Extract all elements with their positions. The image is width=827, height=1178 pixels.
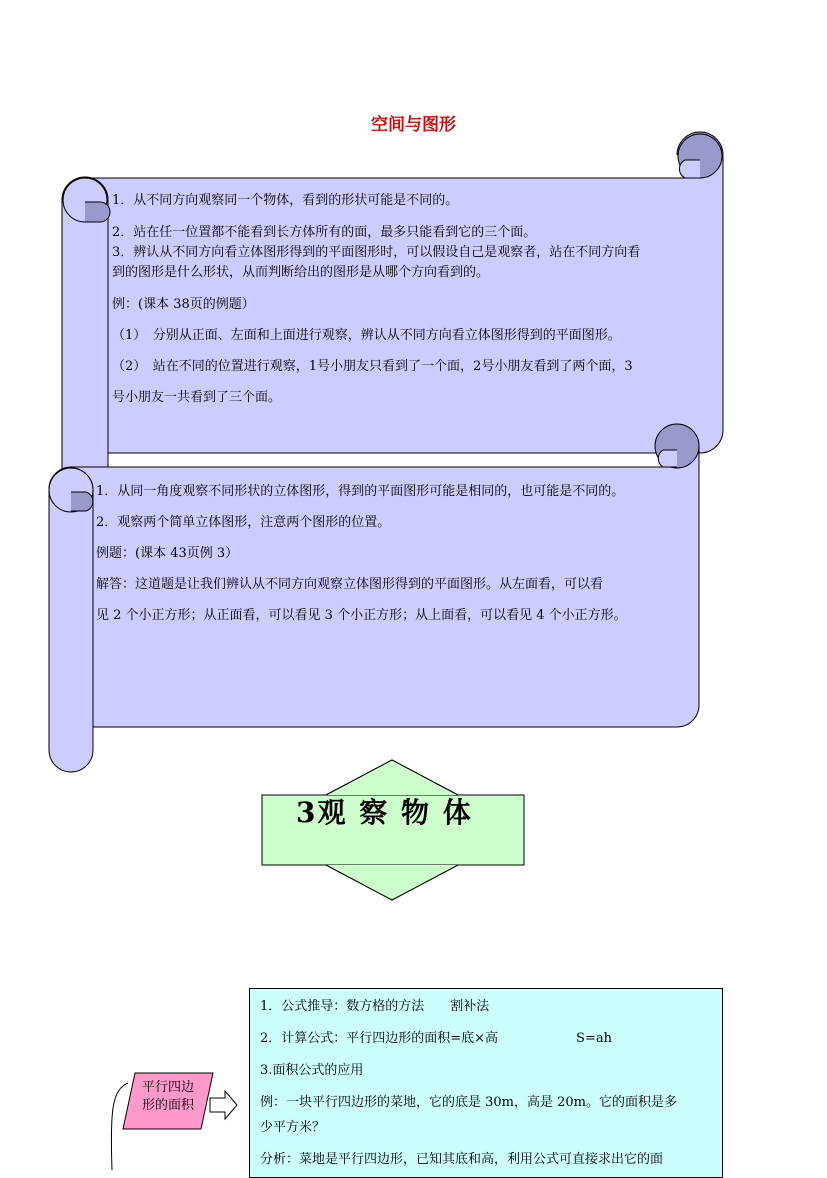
parallelogram-label — [128, 1079, 208, 1115]
scroll-2-line: 1．从同一角度观察不同形状的立体图形，得到的平面图形可能是相同的，也可能是不同的。 — [96, 484, 625, 499]
info-line: 1．公式推导：数方格的方法 割补法 — [260, 999, 490, 1014]
info-line: 2．计算公式：平行四边形的面积=底×高 S=ah — [260, 1031, 612, 1046]
parallelogram-label-line: 平行四边 — [141, 1080, 194, 1095]
scroll-1-line: 3．辨认从不同方向看立体图形得到的平面图形时，可以假设自己是观察者，站在不同方向看 — [112, 245, 641, 260]
scroll-1-line: 2．站在任一位置都不能看到长方体所有的面，最多只能看到它的三个面。 — [112, 225, 537, 240]
scroll-2-text — [96, 482, 691, 626]
info-line: 少平方米？ — [260, 1120, 326, 1135]
scroll-1-line: 到的图形是什么形状，从而判断给出的图形是从哪个方向看到的。 — [112, 265, 490, 280]
scroll-1-line: （1） 分别从正面、左面和上面进行观察，辨认从不同方向看立体图形得到的平面图形。 — [112, 328, 621, 343]
scroll-1-line: 1．从不同方向观察同一个物体，看到的形状可能是不同的。 — [112, 193, 459, 208]
info-line: 分析：菜地是平行四边形，已知其底和高，利用公式可直接求出它的面 — [260, 1152, 664, 1167]
info-line: 例：一块平行四边形的菜地，它的底是 30m，高是 20m。它的面积是多 — [260, 1095, 678, 1110]
scroll-1-line: 号小朋友一共看到了三个面。 — [112, 390, 282, 405]
scroll-1-text — [112, 191, 712, 408]
info-line: 3.面积公式的应用 — [260, 1063, 364, 1078]
parallelogram-label-line: 形的面积 — [141, 1098, 194, 1113]
scroll-1-line: 例：(课本 38页的例题） — [112, 297, 255, 312]
scroll-2-line: 见 2 个小正方形；从正面看，可以看见 3 个小正方形；从上面看，可以看见 4 个小正方形。 — [96, 608, 627, 623]
scroll-2-line: 2．观察两个简单立体图形，注意两个图形的位置。 — [96, 515, 391, 530]
page-title: 空间与图形 — [371, 115, 456, 135]
center-title: 3观 察 物 体 — [296, 796, 473, 829]
scroll-1-line: （2） 站在不同的位置进行观察，1号小朋友只看到了一个面，2号小朋友看到了两个面，3 — [112, 359, 633, 374]
scroll-2-line: 例题：(课本 43页例 3） — [96, 546, 239, 561]
scroll-2-line: 解答：这道题是让我们辨认从不同方向观察立体图形得到的平面图形。从左面看，可以看 — [96, 577, 604, 592]
info-box — [249, 988, 723, 1178]
